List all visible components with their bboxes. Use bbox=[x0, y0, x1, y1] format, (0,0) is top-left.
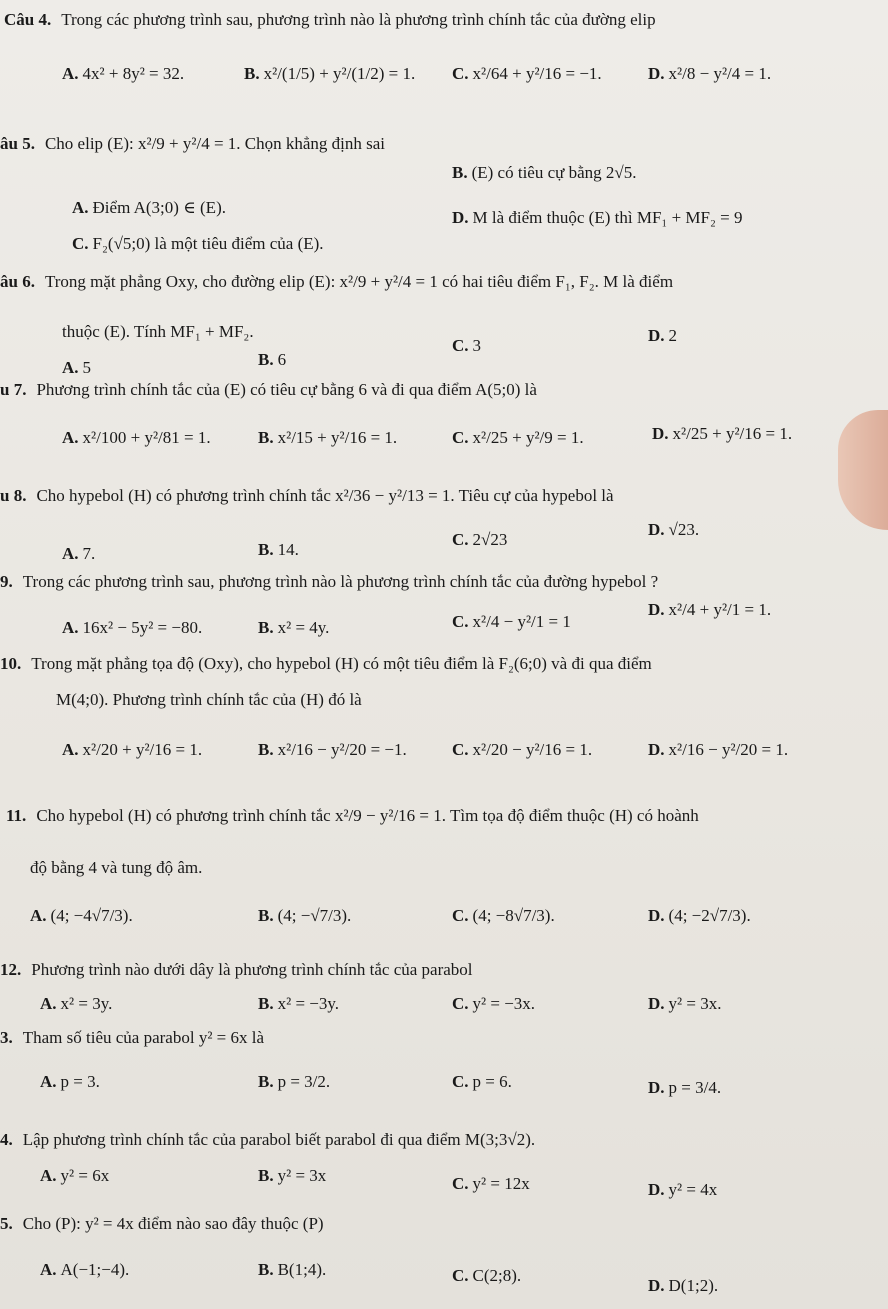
option-d[interactable]: D. x²/25 + y²/16 = 1. bbox=[652, 424, 793, 443]
question-stem: Trong mặt phẳng Oxy, cho đường elip (E): x²/9 + y²/4 = 1 có hai tiêu điểm F₁, F₂. M là điểm bbox=[44, 272, 674, 291]
question-11 bbox=[6, 806, 699, 826]
option-a[interactable]: A. 5 bbox=[62, 358, 92, 377]
question-number: 11. bbox=[6, 806, 27, 825]
question-stem: Cho (P): y² = 4x điểm nào sao đây thuộc (P) bbox=[22, 1214, 324, 1233]
question-stem: Phương trình chính tắc của (E) có tiêu cự bằng 6 và đi qua điểm A(5;0) là bbox=[36, 380, 537, 399]
option-a[interactable]: A. A(−1;−4). bbox=[40, 1260, 130, 1279]
option-a[interactable]: A. x²/100 + y²/81 = 1. bbox=[62, 428, 211, 447]
question-9 bbox=[0, 572, 658, 592]
option-a[interactable]: A. x² = 3y. bbox=[40, 994, 113, 1013]
option-a[interactable]: A. 16x² − 5y² = −80. bbox=[62, 618, 203, 637]
question-11-continued: độ bằng 4 và tung độ âm. bbox=[30, 858, 203, 877]
option-b[interactable]: B. (4; −√7/3). bbox=[258, 906, 352, 925]
option-b[interactable]: B. 14. bbox=[258, 540, 299, 559]
option-b[interactable]: B. x² = 4y. bbox=[258, 618, 330, 637]
option-a[interactable]: A. y² = 6x bbox=[40, 1166, 110, 1185]
question-7 bbox=[0, 380, 537, 400]
question-stem: Cho elip (E): x²/9 + y²/4 = 1. Chọn khẳng định sai bbox=[44, 134, 386, 153]
option-a[interactable]: A. 7. bbox=[62, 544, 96, 563]
question-stem: Trong các phương trình sau, phương trình nào là phương trình chính tắc của đường elip bbox=[61, 10, 656, 29]
option-b[interactable]: B. (E) có tiêu cự bằng 2√5. bbox=[452, 163, 637, 182]
question-6 bbox=[0, 272, 673, 292]
option-b[interactable]: B. y² = 3x bbox=[258, 1166, 327, 1185]
question-stem: Cho hypebol (H) có phương trình chính tắc x²/9 − y²/16 = 1. Tìm tọa độ điểm thuộc (H) có hoành bbox=[36, 806, 699, 825]
option-c[interactable]: C. p = 6. bbox=[452, 1072, 512, 1091]
question-10-continued: M(4;0). Phương trình chính tắc của (H) đó là bbox=[56, 690, 362, 709]
question-15 bbox=[0, 1214, 324, 1234]
option-d[interactable]: D. x²/4 + y²/1 = 1. bbox=[648, 600, 772, 619]
question-stem: Phương trình nào dưới dây là phương trình chính tắc của parabol bbox=[31, 960, 473, 979]
question-number: 4. bbox=[0, 1130, 13, 1149]
option-b[interactable]: B. x²/(1/5) + y²/(1/2) = 1. bbox=[244, 64, 416, 83]
option-b[interactable]: B. B(1;4). bbox=[258, 1260, 327, 1279]
option-d[interactable]: D. 2 bbox=[648, 326, 678, 345]
question-number: 12. bbox=[0, 960, 22, 979]
question-number: 5. bbox=[0, 1214, 13, 1233]
question-4 bbox=[4, 10, 656, 30]
option-d[interactable]: D. M là điểm thuộc (E) thì MF₁ + MF₂ = 9 bbox=[452, 208, 743, 227]
question-number: 9. bbox=[0, 572, 13, 591]
option-a[interactable]: A. p = 3. bbox=[40, 1072, 100, 1091]
option-d[interactable]: D. x²/8 − y²/4 = 1. bbox=[648, 64, 772, 83]
option-a[interactable]: A. (4; −4√7/3). bbox=[30, 906, 133, 925]
question-number: âu 6. bbox=[0, 272, 35, 291]
option-c[interactable]: C. C(2;8). bbox=[452, 1266, 522, 1285]
option-d[interactable]: D. x²/16 − y²/20 = 1. bbox=[648, 740, 789, 759]
question-number: âu 5. bbox=[0, 134, 35, 153]
question-10 bbox=[0, 654, 652, 674]
question-number: Câu 4. bbox=[4, 10, 52, 29]
question-stem: Tham số tiêu của parabol y² = 6x là bbox=[22, 1028, 265, 1047]
question-stem: Cho hypebol (H) có phương trình chính tắc x²/36 − y²/13 = 1. Tiêu cự của hypebol là bbox=[36, 486, 614, 505]
option-b[interactable]: B. p = 3/2. bbox=[258, 1072, 331, 1091]
question-stem: Trong các phương trình sau, phương trình nào là phương trình chính tắc của đường hypebol ? bbox=[22, 572, 659, 591]
question-stem: Lập phương trình chính tắc của parabol biết parabol đi qua điểm M(3;3√2). bbox=[22, 1130, 536, 1149]
option-d[interactable]: D. (4; −2√7/3). bbox=[648, 906, 751, 925]
option-a[interactable]: A. Điểm A(3;0) ∈ (E). bbox=[72, 198, 226, 217]
option-c[interactable]: C. 3 bbox=[452, 336, 482, 355]
option-c[interactable]: C. x²/20 − y²/16 = 1. bbox=[452, 740, 593, 759]
option-d[interactable]: D. √23. bbox=[648, 520, 700, 539]
option-c[interactable]: C. F₂(√5;0) là một tiêu điểm của (E). bbox=[72, 234, 324, 253]
option-c[interactable]: C. x²/4 − y²/1 = 1 bbox=[452, 612, 571, 631]
option-d[interactable]: D. D(1;2). bbox=[648, 1276, 719, 1295]
option-c[interactable]: C. y² = 12x bbox=[452, 1174, 530, 1193]
option-d[interactable]: D. y² = 4x bbox=[648, 1180, 718, 1199]
question-number: u 7. bbox=[0, 380, 27, 399]
question-13 bbox=[0, 1028, 264, 1048]
option-b[interactable]: B. x²/15 + y²/16 = 1. bbox=[258, 428, 398, 447]
option-a[interactable]: A. 4x² + 8y² = 32. bbox=[62, 64, 185, 83]
option-b[interactable]: B. x² = −3y. bbox=[258, 994, 340, 1013]
option-c[interactable]: C. (4; −8√7/3). bbox=[452, 906, 555, 925]
option-c[interactable]: C. x²/25 + y²/9 = 1. bbox=[452, 428, 584, 447]
question-number: u 8. bbox=[0, 486, 27, 505]
question-8 bbox=[0, 486, 614, 506]
question-number: 10. bbox=[0, 654, 22, 673]
question-6-continued: thuộc (E). Tính MF₁ + MF₂. bbox=[62, 322, 254, 341]
question-14 bbox=[0, 1130, 535, 1150]
question-stem: Trong mặt phẳng tọa độ (Oxy), cho hypebol (H) có một tiêu điểm là F₂(6;0) và đi qua điểm bbox=[31, 654, 652, 673]
question-number: 3. bbox=[0, 1028, 13, 1047]
question-5 bbox=[0, 134, 385, 154]
option-c[interactable]: C. y² = −3x. bbox=[452, 994, 536, 1013]
option-d[interactable]: D. y² = 3x. bbox=[648, 994, 722, 1013]
option-c[interactable]: C. 2√23 bbox=[452, 530, 508, 549]
option-b[interactable]: B. 6 bbox=[258, 350, 287, 369]
question-12 bbox=[0, 960, 473, 980]
option-c[interactable]: C. x²/64 + y²/16 = −1. bbox=[452, 64, 602, 83]
option-d[interactable]: D. p = 3/4. bbox=[648, 1078, 722, 1097]
option-b[interactable]: B. x²/16 − y²/20 = −1. bbox=[258, 740, 407, 759]
option-a[interactable]: A. x²/20 + y²/16 = 1. bbox=[62, 740, 203, 759]
